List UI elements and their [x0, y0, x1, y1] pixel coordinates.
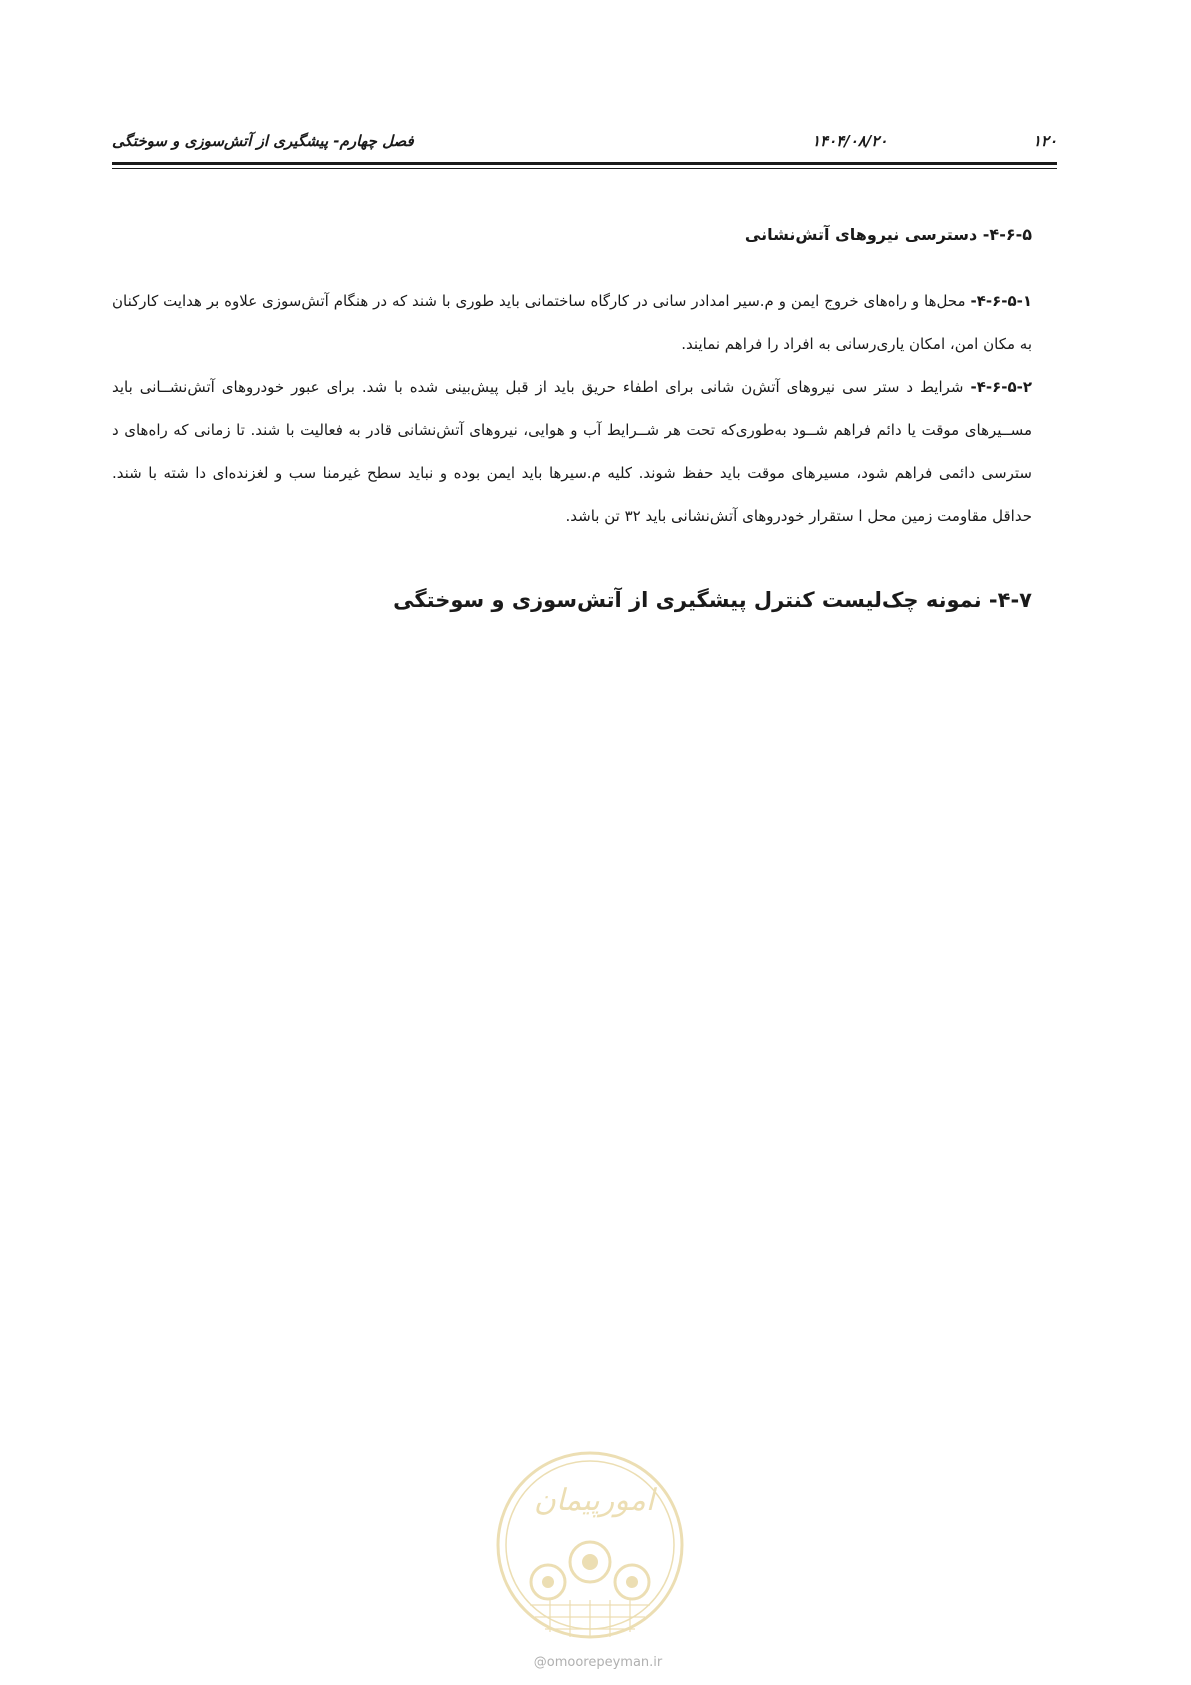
header-rule-thick [112, 162, 1057, 165]
chapter-title: فصل چهارم- پیشگیری از آتش‌سوزی و سوختگی [112, 132, 414, 150]
watermark-logo-text: امورپیمان [533, 1483, 655, 1518]
watermark-url: @omoorepeyman.ir [533, 1655, 663, 1670]
page-content [112, 210, 1032, 620]
header-date: ۱۴۰۴/۰۸/۲۰ [812, 132, 888, 150]
item-text: شرایط د ستر سی نیروهای آتش‌ن شانی برای اطفاء حریق باید از قبل پیش‌بینی شده با شد. برای عبور خودروهای آتش‌نشــانی باید مســیرهای موقت یا دائم فراهم شــود به‌طوری‌که تحت هر شــرایط آب و هوایی، نیروهای آتش‌نشانی قادر به فعالیت با شند. تا زمانی که راه‌های د سترسی دائمی فراهم شود، مسیرهای موقت باید حفظ شوند. کلیه م.سیرها باید ایمن بوده و نباید سطح غیرمنا سب و لغزنده‌ای دا شته با شند. حداقل مقاومت زمین محل ا ستقرار خودروهای آتش‌نشانی باید ۳۲ تن باشد. [112, 378, 1032, 525]
section-heading: ۴-۷- نمونه چک‌لیست کنترل پیشگیری از آتش‌سوزی و سوختگی [393, 588, 1032, 612]
paragraph-item-1 [112, 280, 1032, 366]
item-number: ۴-۶-۵-۲- [970, 378, 1032, 396]
page-number: ۱۲۰ [1032, 132, 1057, 150]
item-number: ۴-۶-۵-۱- [970, 292, 1032, 310]
item-text: محل‌ها و راه‌های خروج ایمن و م.سیر امدادر سانی در کارگاه ساختمانی باید طوری با شند که در هنگام آتش‌سوزی علاوه بر هدایت کارکنان به مکان امن، امکان یاری‌رسانی به افراد را فراهم نمایند. [112, 292, 1032, 353]
subsection-heading: ۴-۶-۵- دسترسی نیروهای آتش‌نشانی [744, 225, 1032, 244]
watermark-logo [490, 1440, 690, 1655]
header-rule-thin [112, 168, 1057, 169]
paragraph-item-2 [112, 366, 1032, 538]
page-header [112, 132, 1057, 154]
